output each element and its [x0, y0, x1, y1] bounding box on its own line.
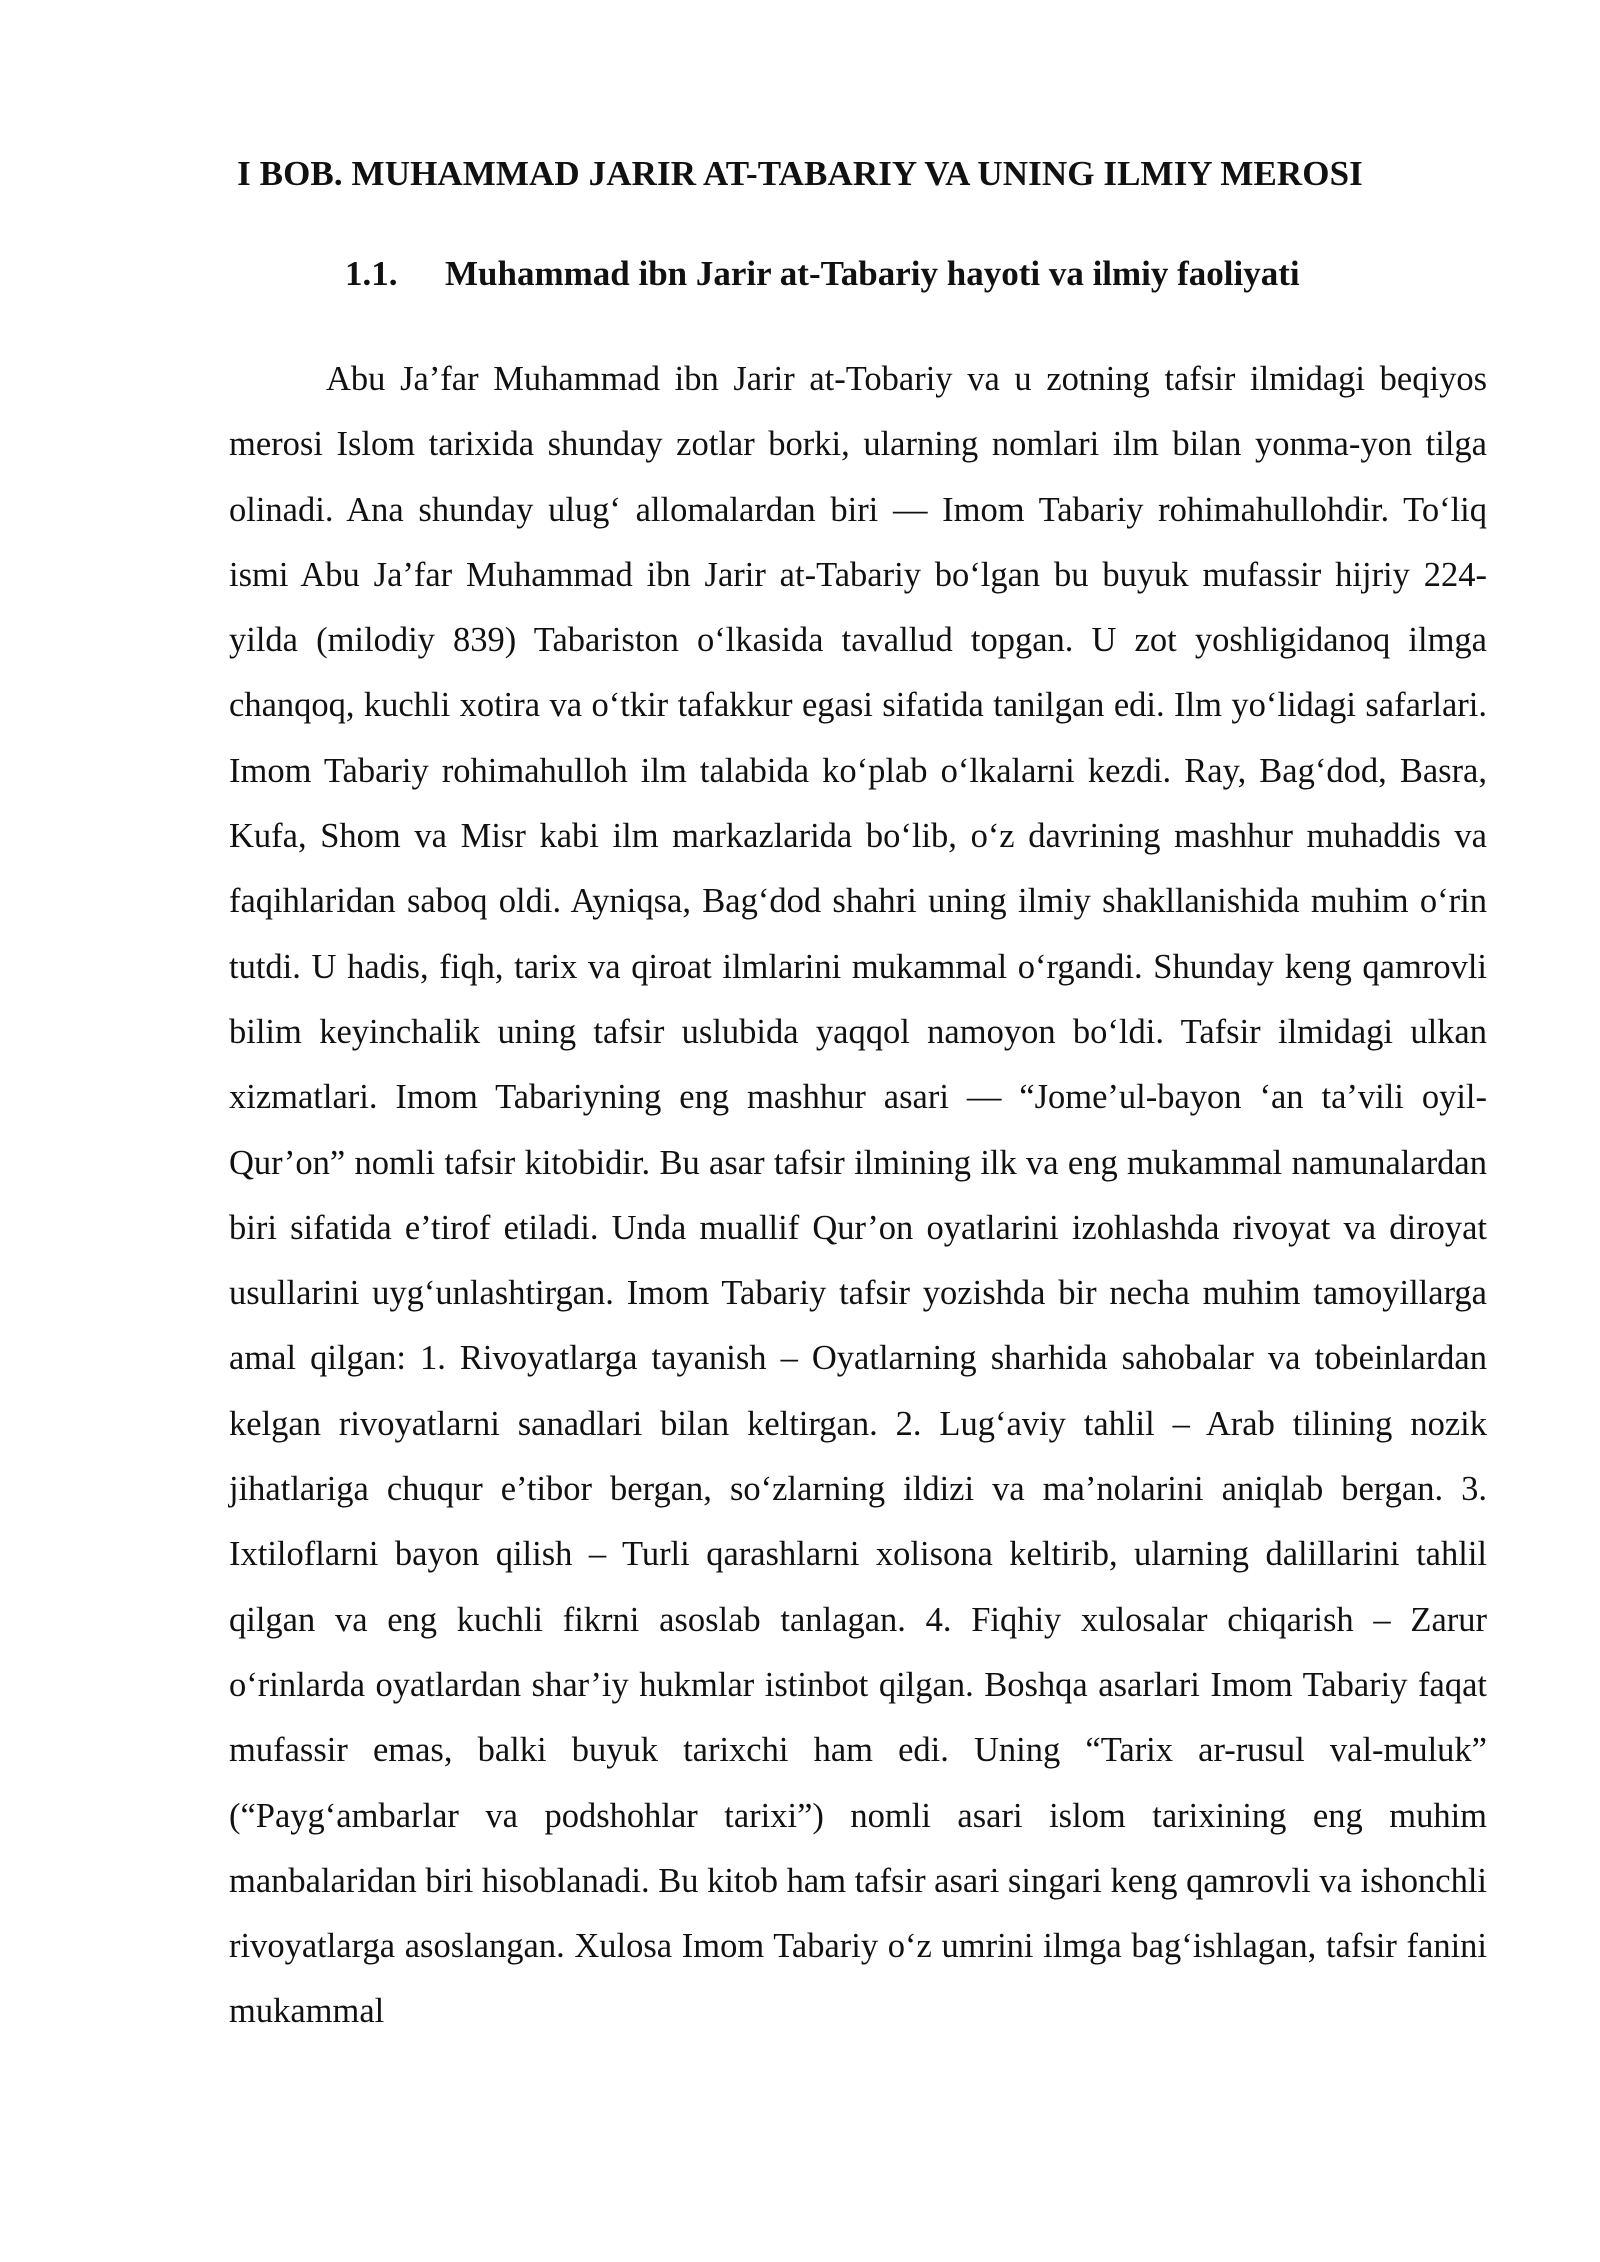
section-heading — [345, 250, 1445, 298]
section-title: Muhammad ibn Jarir at-Tabariy hayoti va ilmiy faoliyati — [445, 254, 1300, 293]
section-number: 1.1. — [345, 254, 398, 293]
body-paragraph: Abu Ja’far Muhammad ibn Jarir at-Tobariy va u zotning tafsir ilmidagi beqiyos merosi Islom tarixida shunday zotlar borki, ularning nomlari ilm bilan yonma-yon tilga olinadi. Ana shunday ulug‘ allomalardan biri — Imom Tabariy rohimahullohdir. To‘liq ismi Abu Ja’far Muhammad ibn Jarir at-Tabariy bo‘lgan bu buyuk mufassir hijriy 224-yilda (milodiy 839) Tabariston o‘lkasida tavallud topgan. U zot yoshligidanoq ilmga chanqoq, kuchli xotira va o‘tkir tafakkur egasi sifatida tanilgan edi. Ilm yo‘lidagi safarlari. Imom Tabariy rohimahulloh ilm talabida ko‘plab o‘lkalarni kezdi. Ray, Bag‘dod, Basra, Kufa, Shom va Misr kabi ilm markazlarida bo‘lib, o‘z davrining mashhur muhaddis va faqihlaridan saboq oldi. Ayniqsa, Bag‘dod shahri uning ilmiy shakllanishida muhim o‘rin tutdi. U hadis, fiqh, tarix va qiroat ilmlarini mukammal o‘rgandi. Shunday keng qamrovli bilim keyinchalik uning tafsir uslubida yaqqol namoyon bo‘ldi. Tafsir ilmidagi ulkan xizmatlari. Imom Tabariyning eng mashhur asari — “Jome’ul-bayon ‘an ta’vili oyil-Qur’on” nomli tafsir kitobidir. Bu asar tafsir ilmining ilk va eng mukammal namunalardan biri sifatida e’tirof etiladi. Unda muallif Qur’on oyatlarini izohlashda rivoyat va diroyat usullarini uyg‘unlashtirgan. Imom Tabariy tafsir yozishda bir necha muhim tamoyillarga amal qilgan: 1. Rivoyatlarga tayanish – Oyatlarning sharhida sahobalar va tobeinlardan kelgan rivoyatlarni sanadlari bilan keltirgan. 2. Lug‘aviy tahlil – Arab tilining nozik jihatlariga chuqur e’tibor bergan, so‘zlarning ildizi va ma’nolarini aniqlab bergan. 3. Ixtiloflarni bayon qilish – Turli qarashlarni xolisona keltirib, ularning dalillarini tahlil qilgan va eng kuchli fikrni asoslab tanlagan. 4. Fiqhiy xulosalar chiqarish – Zarur o‘rinlarda oyatlardan shar’iy hukmlar istinbot qilgan. Boshqa asarlari Imom Tabariy faqat mufassir emas, balki buyuk tarixchi ham edi. Uning “Tarix ar-rusul val-muluk” (“Payg‘ambarlar va podshohlar tarixi”) nomli asari islom tarixining eng muhim manbalaridan biri hisoblanadi. Bu kitob ham tafsir asari singari keng qamrovli va ishonchli rivoyatlarga asoslangan. Xulosa Imom Tabariy o‘z umrini ilmga bag‘ishlagan, tafsir fanini mukammal — [229, 360, 1488, 2031]
chapter-title: I BOB. MUHAMMAD JARIR AT-TABARIY VA UNING ILMIY MEROSI — [237, 154, 1363, 193]
